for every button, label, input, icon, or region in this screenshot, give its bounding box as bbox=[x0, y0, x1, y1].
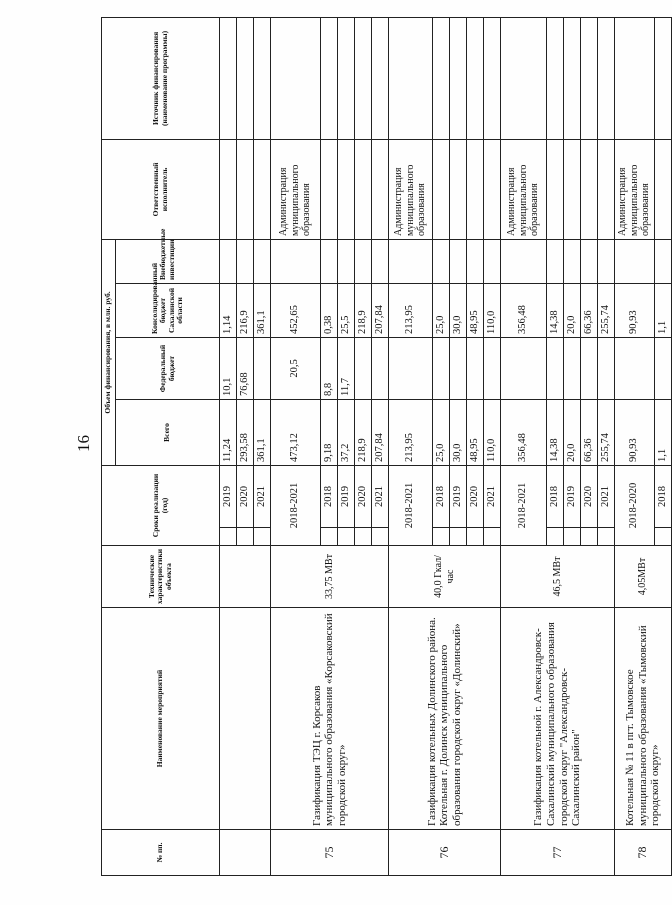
item-number: 77 bbox=[501, 830, 615, 876]
table-row bbox=[220, 17, 237, 875]
total-cell: 14,38 bbox=[547, 399, 564, 465]
consolidated-cell: 48,95 bbox=[467, 283, 484, 337]
page-number: 16 bbox=[74, 435, 93, 452]
federal-cell bbox=[615, 337, 655, 399]
executor-cell: Администрация муниципального образования bbox=[615, 139, 655, 239]
year-cell: 2019 bbox=[564, 465, 581, 527]
federal-cell bbox=[655, 337, 672, 399]
year-cell: 2020 bbox=[467, 465, 484, 527]
total-cell: 25,0 bbox=[433, 399, 450, 465]
total-cell: 90,93 bbox=[615, 399, 655, 465]
period-cell: 2018-2020 bbox=[615, 465, 655, 545]
header-funding-group: Объем финансирования, в млн. руб. bbox=[102, 239, 116, 465]
federal-cell: 11,7 bbox=[338, 337, 355, 399]
total-cell: 1,1 bbox=[655, 399, 672, 465]
total-cell: 293,58 bbox=[237, 399, 254, 465]
executor-cell: Администрация муниципального образования bbox=[271, 139, 321, 239]
consolidated-cell: 356,48 bbox=[501, 283, 547, 337]
federal-cell bbox=[450, 337, 467, 399]
table-row bbox=[501, 17, 547, 875]
consolidated-cell: 255,74 bbox=[598, 283, 615, 337]
consolidated-cell: 1,14 bbox=[220, 283, 237, 337]
consolidated-cell: 90,93 bbox=[615, 283, 655, 337]
consolidated-cell: 1,1 bbox=[655, 283, 672, 337]
item-tech: 4,05МВт bbox=[615, 546, 672, 608]
period-cell: 2018-2021 bbox=[501, 465, 547, 545]
total-cell: 37,2 bbox=[338, 399, 355, 465]
funding-table bbox=[101, 17, 672, 876]
total-cell: 473,12 bbox=[271, 399, 321, 465]
federal-cell bbox=[581, 337, 598, 399]
period-cell: 2018-2021 bbox=[271, 465, 321, 545]
year-cell: 2019 bbox=[338, 465, 355, 527]
item-number: 75 bbox=[271, 830, 389, 876]
item-name: Газификация котельных Долинского района. Котельная г. Долинск муниципального образования городской округ «Долинский» bbox=[389, 608, 501, 830]
total-cell: 66,36 bbox=[581, 399, 598, 465]
year-cell: 2021 bbox=[598, 465, 615, 527]
federal-cell bbox=[564, 337, 581, 399]
consolidated-cell: 207,84 bbox=[372, 283, 389, 337]
total-cell: 207,84 bbox=[372, 399, 389, 465]
consolidated-cell: 213,95 bbox=[389, 283, 433, 337]
total-cell: 9,18 bbox=[321, 399, 338, 465]
year-cell: 2019 bbox=[220, 465, 237, 527]
executor-cell: Администрация муниципального образования bbox=[389, 139, 433, 239]
federal-cell bbox=[355, 337, 372, 399]
executor-cell: Администрация муниципального образования bbox=[501, 139, 547, 239]
federal-cell: 76,68 bbox=[237, 337, 254, 399]
federal-cell bbox=[372, 337, 389, 399]
federal-cell bbox=[254, 337, 271, 399]
federal-cell bbox=[598, 337, 615, 399]
consolidated-cell: 14,38 bbox=[547, 283, 564, 337]
header-executor: Ответственный исполнитель bbox=[102, 139, 220, 239]
header-no: № пп. bbox=[102, 830, 220, 876]
federal-cell bbox=[547, 337, 564, 399]
item-name: Газификация ТЭЦ г. Корсаков муниципального образования «Корсаковский городской округ» bbox=[271, 608, 389, 830]
consolidated-cell: 0,38 bbox=[321, 283, 338, 337]
consolidated-cell: 25,0 bbox=[433, 283, 450, 337]
header-total: Всего bbox=[116, 399, 220, 465]
rotated-table-container bbox=[101, 18, 668, 876]
item-number: 76 bbox=[389, 830, 501, 876]
year-cell: 2020 bbox=[355, 465, 372, 527]
header-period: Сроки реализации (год) bbox=[102, 465, 220, 545]
federal-cell: 10,1 bbox=[220, 337, 237, 399]
total-cell: 20,0 bbox=[564, 399, 581, 465]
table-row bbox=[389, 17, 433, 875]
consolidated-cell: 218,9 bbox=[355, 283, 372, 337]
header-federal: Федеральный бюджет bbox=[116, 337, 220, 399]
total-cell: 218,9 bbox=[355, 399, 372, 465]
year-cell: 2018 bbox=[433, 465, 450, 527]
header-name: Наименование мероприятий bbox=[102, 608, 220, 830]
year-cell: 2020 bbox=[237, 465, 254, 527]
year-cell: 2020 bbox=[581, 465, 598, 527]
federal-cell bbox=[433, 337, 450, 399]
total-cell: 213,95 bbox=[389, 399, 433, 465]
header-offbudget: Внебюджетные инвестиции bbox=[116, 239, 220, 283]
total-cell: 110,0 bbox=[484, 399, 501, 465]
total-cell: 11,24 bbox=[220, 399, 237, 465]
consolidated-cell: 216,9 bbox=[237, 283, 254, 337]
item-tech: 33,75 МВт bbox=[271, 546, 389, 608]
year-cell: 2021 bbox=[254, 465, 271, 527]
item-name: Котельная № 11 в пгт. Тымовское муниципального образования «Тымовский городской округ» bbox=[615, 608, 672, 830]
total-cell: 48,95 bbox=[467, 399, 484, 465]
consolidated-cell: 66,36 bbox=[581, 283, 598, 337]
consolidated-cell: 20,0 bbox=[564, 283, 581, 337]
consolidated-cell: 25,5 bbox=[338, 283, 355, 337]
item-number: 78 bbox=[615, 830, 672, 876]
total-cell: 361,1 bbox=[254, 399, 271, 465]
header-source: Источник финансирования (наименование программы) bbox=[102, 17, 220, 139]
header-tech: Технические характеристики объекта bbox=[102, 546, 220, 608]
year-cell: 2018 bbox=[321, 465, 338, 527]
consolidated-cell: 30,0 bbox=[450, 283, 467, 337]
period-cell: 2018-2021 bbox=[389, 465, 433, 545]
consolidated-cell: 110,0 bbox=[484, 283, 501, 337]
header-consolidated: Консолидированный бюджет Сахалинской области bbox=[116, 283, 220, 337]
table-row bbox=[615, 17, 655, 875]
year-cell: 2018 bbox=[547, 465, 564, 527]
federal-cell bbox=[484, 337, 501, 399]
federal-cell bbox=[467, 337, 484, 399]
item-tech: 46,5 МВт bbox=[501, 546, 615, 608]
federal-cell bbox=[389, 337, 433, 399]
total-cell: 356,48 bbox=[501, 399, 547, 465]
total-cell: 30,0 bbox=[450, 399, 467, 465]
total-cell: 255,74 bbox=[598, 399, 615, 465]
federal-cell: 20,5 bbox=[271, 337, 321, 399]
item-name: Газификация котельной г. Александровск-Сахалинский муниципального образования городской округ "Александровск-Сахалинский район" bbox=[501, 608, 615, 830]
year-cell: 2021 bbox=[372, 465, 389, 527]
federal-cell bbox=[501, 337, 547, 399]
consolidated-cell: 452,65 bbox=[271, 283, 321, 337]
year-cell: 2018 bbox=[655, 465, 672, 527]
federal-cell: 8,8 bbox=[321, 337, 338, 399]
table-row bbox=[271, 17, 321, 875]
year-cell: 2019 bbox=[450, 465, 467, 527]
item-tech: 40,0 Гкал/час bbox=[389, 546, 501, 608]
year-cell: 2021 bbox=[484, 465, 501, 527]
consolidated-cell: 361,1 bbox=[254, 283, 271, 337]
